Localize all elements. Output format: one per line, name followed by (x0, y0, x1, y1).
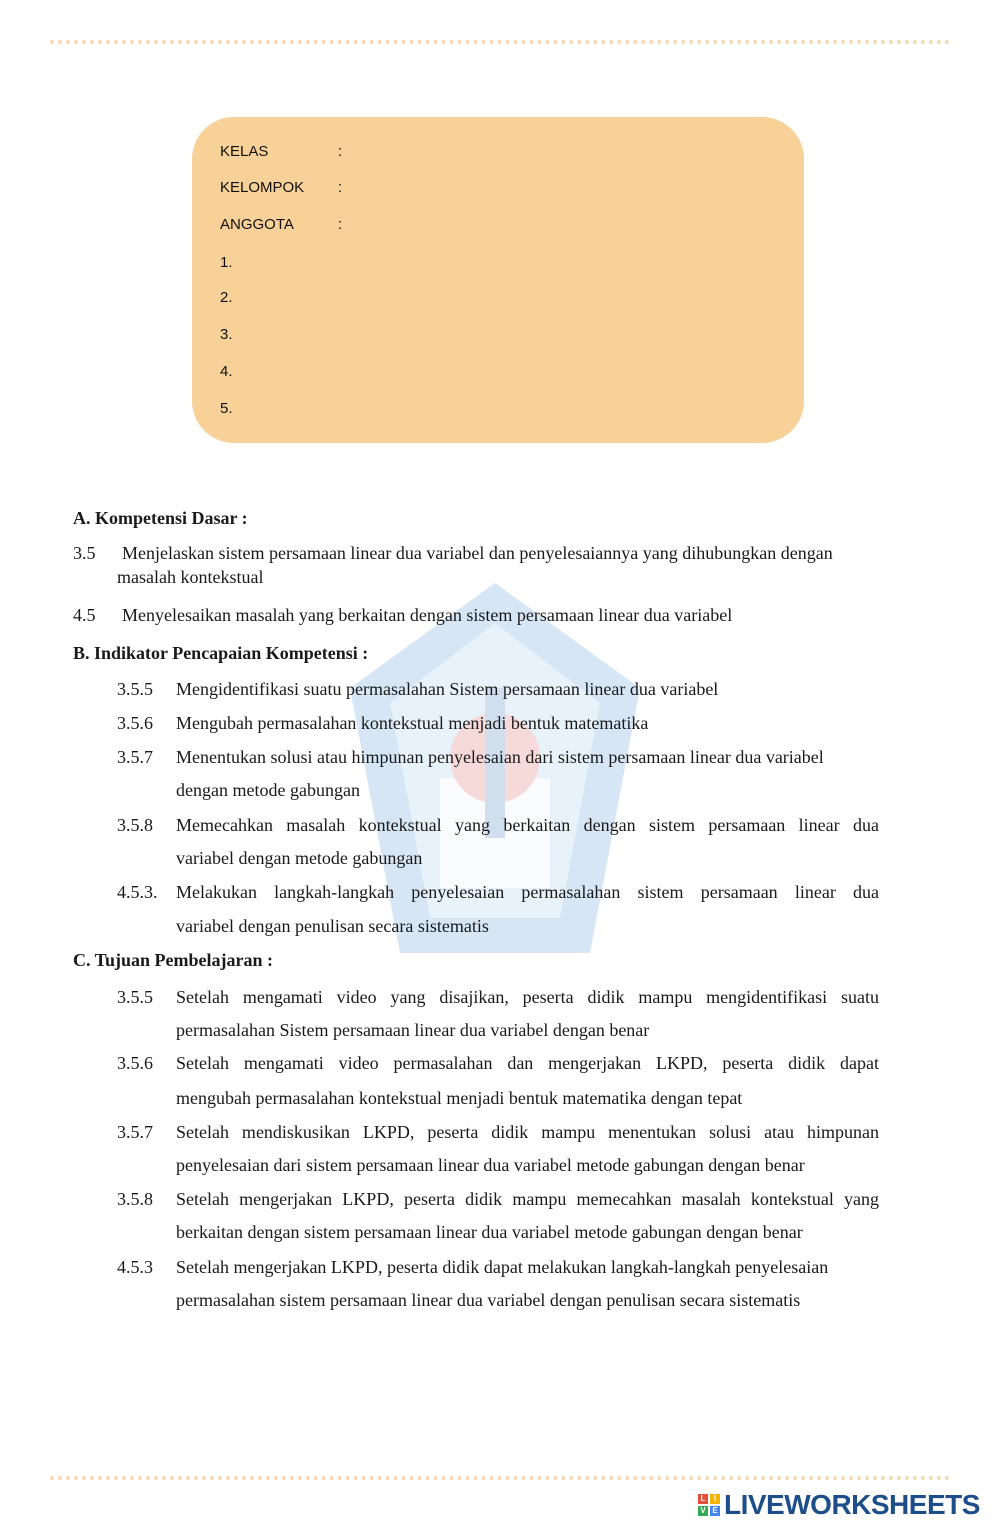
indicator-line2: dengan metode gabungan (176, 780, 360, 800)
indicator-number: 3.5.5 (117, 679, 153, 699)
objective-line1: Setelah mengamati video yang disajikan, peserta didik mampu mengidentifikasi suatu (176, 987, 879, 1007)
logo-letter: L (698, 1494, 708, 1504)
indicator-number: 3.5.6 (117, 713, 153, 733)
indicator-number: 3.5.8 (117, 815, 153, 835)
objective-line2: mengubah permasalahan kontekstual menjadi bentuk matematika dengan tepat (176, 1088, 743, 1108)
kelompok-colon: : (338, 179, 343, 196)
objective-number: 4.5.3 (117, 1257, 153, 1277)
anggota-colon: : (338, 216, 343, 233)
objective-line2: permasalahan Sistem persamaan linear dua variabel dengan benar (176, 1020, 650, 1040)
objective-number: 3.5.5 (117, 987, 153, 1007)
objective-line2: penyelesaian dari sistem persamaan linear dua variabel metode gabungan dengan benar (176, 1155, 805, 1175)
kelompok-row (220, 179, 342, 196)
objective-number: 3.5.8 (117, 1189, 153, 1209)
anggota-row (220, 216, 342, 233)
kelas-label: KELAS (220, 143, 269, 160)
indicator-line2: variabel dengan metode gabungan (176, 848, 423, 868)
kelas-row (220, 143, 342, 160)
liveworksheets-logo[interactable] (698, 1490, 980, 1520)
indicator-line1: Mengubah permasalahan kontekstual menjadi bentuk matematika (176, 713, 649, 733)
kd-number: 4.5 (73, 605, 96, 625)
logo-letter: E (710, 1506, 720, 1516)
objective-line1: Setelah mengerjakan LKPD, peserta didik mampu memecahkan masalah kontekstual yang (176, 1189, 879, 1209)
bottom-dotted-border (50, 1476, 950, 1486)
logo-letter: V (698, 1506, 708, 1516)
indicator-line1: Melakukan langkah-langkah penyelesaian permasalahan sistem persamaan linear dua (176, 882, 879, 902)
section-c-title: C. Tujuan Pembelajaran : (73, 950, 274, 970)
member-3: 3. (220, 326, 233, 343)
top-dotted-border (50, 40, 950, 50)
objective-line2: berkaitan dengan sistem persamaan linear dua variabel metode gabungan dengan benar (176, 1222, 803, 1242)
indicator-line1: Mengidentifikasi suatu permasalahan Sistem persamaan linear dua variabel (176, 679, 719, 699)
objective-number: 3.5.6 (117, 1053, 153, 1073)
indicator-line2: variabel dengan penulisan secara sistematis (176, 916, 489, 936)
objective-line2: permasalahan sistem persamaan linear dua variabel dengan penulisan secara sistematis (176, 1290, 801, 1310)
objective-line1: Setelah mengerjakan LKPD, peserta didik dapat melakukan langkah-langkah penyelesaian (176, 1257, 829, 1277)
indicator-line1: Memecahkan masalah kontekstual yang berkaitan dengan sistem persamaan linear dua (176, 815, 879, 835)
kelompok-label: KELOMPOK (220, 179, 305, 196)
identity-box (192, 117, 804, 443)
indicator-number: 3.5.7 (117, 747, 153, 767)
logo-letter: I (710, 1494, 720, 1504)
kd-text-line1: Menyelesaikan masalah yang berkaitan dengan sistem persamaan linear dua variabel (122, 605, 733, 625)
objective-number: 3.5.7 (117, 1122, 153, 1142)
anggota-label: ANGGOTA (220, 216, 294, 233)
indicator-number: 4.5.3. (117, 882, 158, 902)
member-2: 2. (220, 289, 233, 306)
objective-line1: Setelah mendiskusikan LKPD, peserta didik mampu menentukan solusi atau himpunan (176, 1122, 879, 1142)
logo-text: LIVEWORKSHEETS (724, 1489, 980, 1520)
kelas-colon: : (338, 143, 343, 160)
indicator-line1: Menentukan solusi atau himpunan penyelesaian dari sistem persamaan linear dua variabel (176, 747, 824, 767)
kd-text-line1: Menjelaskan sistem persamaan linear dua variabel dan penyelesaiannya yang dihubungkan dengan (122, 543, 833, 563)
section-a-title: A. Kompetensi Dasar : (73, 508, 248, 528)
member-1: 1. (220, 254, 233, 271)
member-4: 4. (220, 363, 233, 380)
member-5: 5. (220, 400, 233, 417)
kd-text-line2: masalah kontekstual (117, 567, 264, 587)
kd-number: 3.5 (73, 543, 96, 563)
objective-line1: Setelah mengamati video permasalahan dan mengerjakan LKPD, peserta didik dapat (176, 1053, 879, 1073)
logo-grid-icon (698, 1494, 720, 1516)
section-b-title: B. Indikator Pencapaian Kompetensi : (73, 643, 369, 663)
